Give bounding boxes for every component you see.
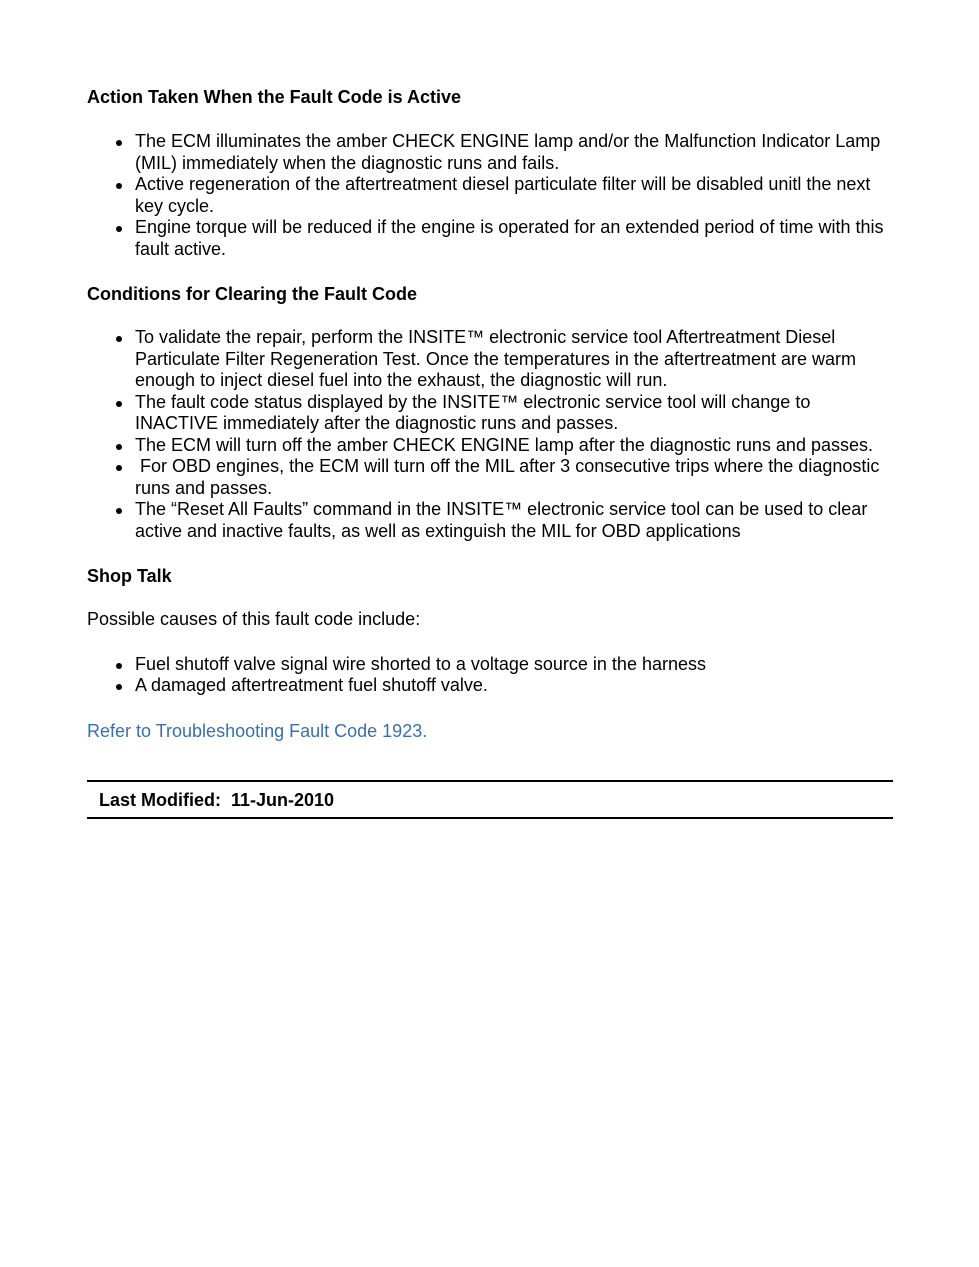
list-item: The “Reset All Faults” command in the INSITE™ electronic service tool can be used to clear active and inactive faults, as well as extinguish the MIL for OBD applications	[87, 499, 893, 542]
heading-clearing-conditions: Conditions for Clearing the Fault Code	[87, 284, 417, 304]
bullet-dot-icon	[116, 226, 122, 232]
bullet-dot-icon	[116, 508, 122, 514]
bullet-dot-icon	[116, 183, 122, 189]
bullet-dot-icon	[116, 663, 122, 669]
list-item: For OBD engines, the ECM will turn off the MIL after 3 consecutive trips where the diagnostic runs and passes.	[87, 456, 893, 499]
bullet-dot-icon	[116, 465, 122, 471]
action-taken-list	[87, 131, 893, 260]
list-item: To validate the repair, perform the INSITE™ electronic service tool Aftertreatment Diesel Particulate Filter Regeneration Test. Once the temperatures in the aftertreatment are warm enough to inject diesel fuel into the exhaust, the diagnostic will run.	[87, 327, 893, 392]
document-body	[87, 86, 893, 742]
bullet-dot-icon	[116, 336, 122, 342]
clearing-conditions-list	[87, 327, 893, 542]
last-modified-bar	[87, 780, 893, 819]
troubleshooting-reference-link[interactable]: Refer to Troubleshooting Fault Code 1923.	[87, 720, 428, 741]
bullet-dot-icon	[116, 140, 122, 146]
list-item: Active regeneration of the aftertreatment diesel particulate filter will be disabled unitl the next key cycle.	[87, 174, 893, 217]
list-item: The ECM illuminates the amber CHECK ENGINE lamp and/or the Malfunction Indicator Lamp (MIL) immediately when the diagnostic runs and fails.	[87, 131, 893, 174]
bullet-dot-icon	[116, 444, 122, 450]
bullet-dot-icon	[116, 401, 122, 407]
possible-causes-list	[87, 654, 893, 697]
list-item: Engine torque will be reduced if the engine is operated for an extended period of time with this fault active.	[87, 217, 893, 260]
bullet-dot-icon	[116, 684, 122, 690]
list-item: The ECM will turn off the amber CHECK ENGINE lamp after the diagnostic runs and passes.	[87, 435, 893, 457]
list-item: Fuel shutoff valve signal wire shorted to a voltage source in the harness	[87, 654, 893, 676]
list-item: A damaged aftertreatment fuel shutoff valve.	[87, 675, 893, 697]
heading-action-taken: Action Taken When the Fault Code is Active	[87, 87, 462, 107]
list-item: The fault code status displayed by the INSITE™ electronic service tool will change to INACTIVE immediately after the diagnostic runs and passes.	[87, 392, 893, 435]
heading-shop-talk: Shop Talk	[87, 566, 172, 586]
shop-talk-intro: Possible causes of this fault code include:	[87, 609, 421, 629]
last-modified-text: Last Modified: 11-Jun-2010	[99, 790, 335, 810]
